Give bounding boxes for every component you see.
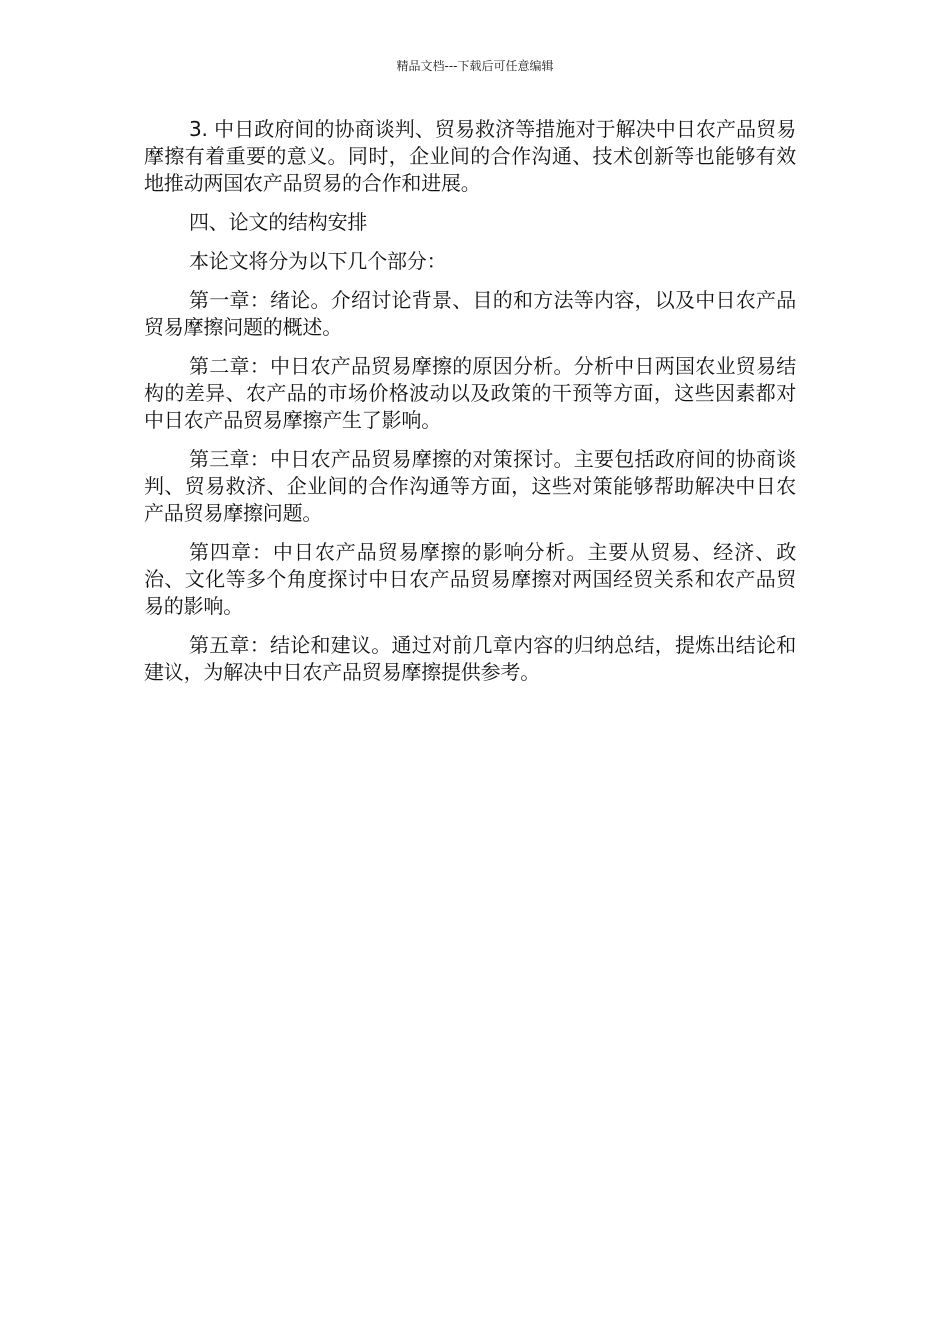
- paragraph-point-3: 3. 中日政府间的协商谈判、贸易救济等措施对于解决中日农产品贸易摩擦有着重要的意义。同时，企业间的合作沟通、技术创新等也能够有效地推动两国农产品贸易的合作和进展。: [144, 117, 796, 195]
- paragraph-chapter-5: 第五章：结论和建议。通过对前几章内容的归纳总结，提炼出结论和建议，为解决中日农产品贸易摩擦提供参考。: [144, 633, 796, 684]
- document-body: [144, 116, 796, 698]
- paragraph-chapter-2: 第二章：中日农产品贸易摩擦的原因分析。分析中日两国农业贸易结构的差异、农产品的市场价格波动以及政策的干预等方面，这些因素都对中日农产品贸易摩擦产生了影响。: [144, 354, 796, 432]
- section-heading-structure: 四、论文的结构安排: [189, 210, 368, 234]
- paragraph-chapter-4: 第四章：中日农产品贸易摩擦的影响分析。主要从贸易、经济、政治、文化等多个角度探讨中日农产品贸易摩擦对两国经贸关系和农产品贸易的影响。: [144, 540, 796, 618]
- page-header: 精品文档---下载后可任意编辑: [396, 59, 554, 73]
- paragraph-structure-intro: 本论文将分为以下几个部分：: [189, 249, 447, 273]
- paragraph-chapter-3: 第三章：中日农产品贸易摩擦的对策探讨。主要包括政府间的协商谈判、贸易救济、企业间的合作沟通等方面，这些对策能够帮助解决中日农产品贸易摩擦问题。: [144, 447, 796, 525]
- paragraph-chapter-1: 第一章：绪论。介绍讨论背景、目的和方法等内容，以及中日农产品贸易摩擦问题的概述。: [144, 288, 796, 339]
